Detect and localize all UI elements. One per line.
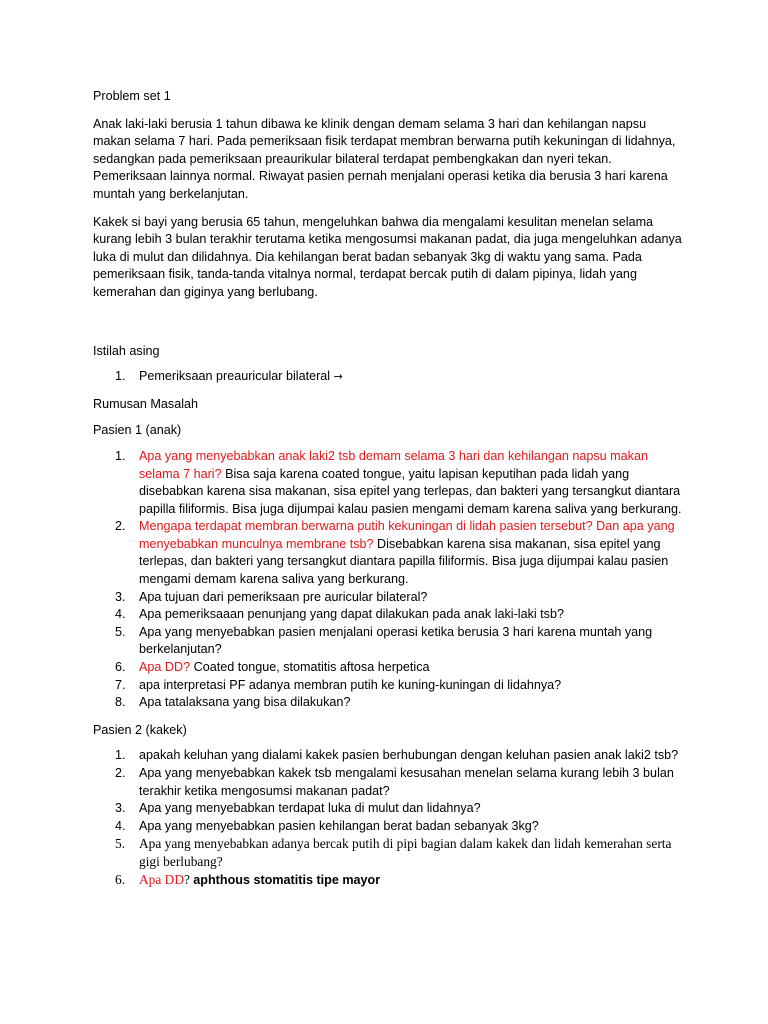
list-number: 6. [115, 871, 126, 887]
question-red: Mengapa terdapat membran berwarna putih kekuningan di lidah pasien tersebut? Dan apa yang menyebabkan munculnya membrane tsb? [139, 519, 675, 551]
list-item [93, 835, 683, 870]
document-page [93, 88, 683, 899]
pasien2-list [93, 747, 683, 889]
pasien2-heading: Pasien 2 (kakek) [93, 722, 187, 737]
spacer [93, 312, 683, 343]
list-text: Apa tujuan dari pemeriksaan pre auricular bilateral? [139, 589, 428, 604]
list-item [93, 448, 683, 518]
list-text: apakah keluhan yang dialami kakek pasien berhubungan dengan keluhan pasien anak laki2 tsb? [139, 748, 679, 763]
list-item [93, 818, 683, 836]
answer-bold: aphthous stomatitis tipe mayor [193, 872, 381, 887]
list-number: 1. [115, 448, 126, 463]
list-item [93, 589, 683, 607]
case-paragraph-2: Kakek si bayi yang berusia 65 tahun, mengeluhkan bahwa dia mengalami kesulitan menelan selama kurang lebih 3 bulan terakhir terutama ketika mengosumsi makanan padat, dia juga mengeluhkan adanya luka di mulut dan dilidahnya. Dia kehilangan berat badan sebanyak 3kg di waktu yang sama. Pada pemeriksaan fisik, tanda-tanda vitalnya normal, terdapat bercak putih di dalam pipinya, lidah yang kemerahan dan giginya yang berlubang. [93, 214, 682, 299]
list-text: Apa pemeriksaaan penunjang yang dapat dilakukan pada anak laki-laki tsb? [139, 607, 564, 622]
list-item [93, 659, 683, 677]
question-red: Apa DD? [139, 660, 191, 675]
answer-text: Disebabkan karena sisa makanan, sisa epitel yang terlepas, dan bakteri yang tersangkut diantara papilla filiformis. Bisa juga dijumpai kalau pasien mengami demam karena saliva yang berkurang. [139, 536, 669, 587]
list-text: apa interpretasi PF adanya membran putih ke kuning-kuningan di lidahnya? [139, 677, 562, 692]
pasien1-heading: Pasien 1 (anak) [93, 423, 182, 438]
list-text: Apa yang menyebabkan pasien kehilangan berat badan sebanyak 3kg? [139, 818, 539, 833]
list-text: Pemeriksaan preauricular bilateral [139, 369, 331, 384]
pasien1-list [93, 448, 683, 712]
list-item [93, 518, 683, 588]
list-number: 4. [115, 818, 126, 833]
list-number: 3. [115, 801, 126, 816]
list-item [93, 747, 683, 765]
case-paragraph-1: Anak laki-laki berusia 1 tahun dibawa ke klinik dengan demam selama 3 hari dan kehilangan napsu makan selama 7 hari. Pada pemeriksaan fisik terdapat membran berwarna putih kekuningan di lidahnya, sedangkan pada pemeriksaan preaurikular bilateral terdapat pembengkakan dan nyeri tekan. Pemeriksaan lainnya normal. Riwayat pasien pernah menjalani operasi ketika dia berusia 3 hari karena muntah yang berkelanjutan. [93, 116, 676, 201]
list-number: 1. [115, 748, 126, 763]
list-item [93, 871, 683, 890]
answer-text: Coated tongue, stomatitis aftosa herpetica [190, 660, 430, 675]
list-item [93, 800, 683, 818]
list-number: 7. [115, 677, 126, 692]
question-red: Apa yang menyebabkan anak laki2 tsb demam selama 3 hari dan kehilangan napsu makan selama 7 hari? [139, 448, 648, 481]
question-red: Apa DD [139, 871, 184, 887]
list-number: 4. [115, 607, 126, 622]
list-text: Apa yang menyebabkan terdapat luka di mulut dan lidahnya? [139, 801, 481, 816]
list-text: Apa yang menyebabkan kakek tsb mengalami kesusahan menelan selama kurang lebih 3 bulan terakhir ketika mengosumsi makanan padat? [139, 766, 674, 798]
istilah-heading: Istilah asing [93, 343, 160, 358]
list-number: 2. [115, 519, 126, 534]
list-item [93, 606, 683, 624]
list-number: 8. [115, 695, 126, 710]
answer-text: Bisa saja karena coated tongue, yaitu lapisan keputihan pada lidah yang disebabkan karena sisa makanan, sisa epitel yang terlepas, dan bakteri yang tersangkut diantara papilla filiformis. Bisa juga dijumpai kalau pasien mengami demam karena saliva yang berkurang. [139, 466, 682, 516]
list-item [93, 694, 683, 712]
list-text: Apa yang menyebabkan pasien menjalani operasi ketika berusia 3 hari karena muntah yang berkelanjutan? [139, 624, 653, 657]
question-mark: ? [184, 871, 194, 887]
istilah-list [93, 368, 683, 386]
rumusan-heading: Rumusan Masalah [93, 396, 198, 411]
list-number: 5. [115, 624, 126, 639]
document-title: Problem set 1 [93, 89, 171, 103]
list-text: Apa tatalaksana yang bisa dilakukan? [139, 695, 351, 710]
list-number: 3. [115, 589, 126, 604]
list-item [93, 368, 683, 386]
list-number: 6. [115, 660, 126, 675]
list-item [93, 624, 683, 659]
list-number: 2. [115, 766, 126, 780]
list-number: 1. [115, 369, 126, 384]
list-item [93, 765, 683, 800]
arrow-right-icon: → [333, 370, 343, 384]
list-item [93, 677, 683, 695]
list-text: Apa yang menyebabkan adanya bercak putih di pipi bagian dalam kakek dan lidah kemerahan serta gigi berlubang? [139, 836, 672, 869]
list-number: 5. [115, 836, 126, 852]
